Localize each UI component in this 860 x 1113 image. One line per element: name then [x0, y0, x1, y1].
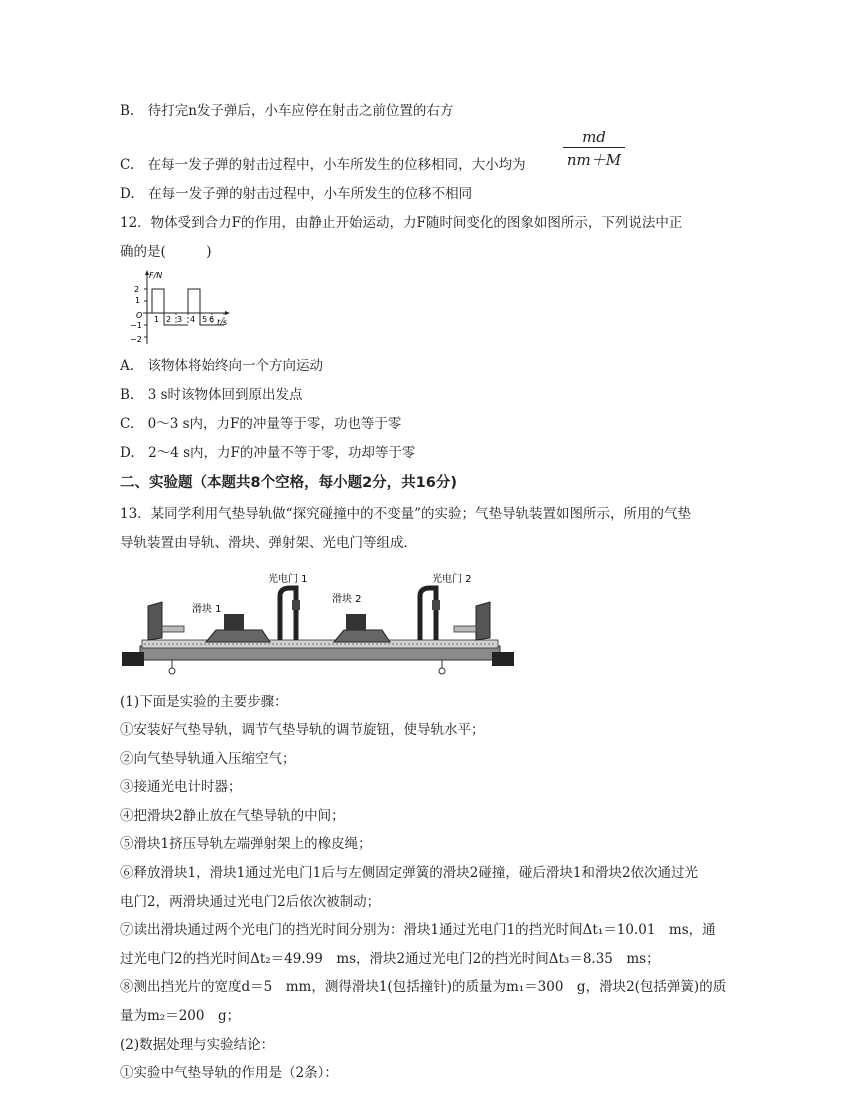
step-7a: ⑦读出滑块通过两个光电门的挡光时间分别为：滑块1通过光电门1的挡光时间Δt₁＝10.01 ms，通	[120, 922, 716, 938]
slider-1-flag	[224, 614, 244, 630]
y-axis-label: F/N	[149, 271, 163, 280]
step-4: ④把滑块2静止放在气垫导轨的中间；	[120, 808, 345, 824]
photogate-2-label: 光电门 2	[432, 574, 472, 585]
air-track-apparatus	[120, 568, 515, 680]
step-3: ③接通光电计时器；	[120, 779, 242, 795]
y-tick-1: 1	[135, 296, 141, 305]
step-8a: ⑧测出挡光片的宽度d＝5 mm，测得滑块1(包括撞针)的质量为m₁＝300 g，滑块2(包括弹簧)的质	[120, 979, 727, 995]
step-6a: ⑥释放滑块1，滑块1通过光电门1后与左侧固定弹簧的滑块2碰撞，碰后滑块1和滑块2依次通过光	[120, 865, 699, 881]
x-tick-3: 3	[177, 315, 183, 324]
force-time-graph	[130, 270, 240, 348]
data-1: ①实验中气垫导轨的作用是（2条）：	[120, 1065, 338, 1081]
x-axis-arrow	[225, 311, 230, 315]
x-tick-2: 2	[166, 315, 172, 324]
step-2: ②向气垫导轨通入压缩空气；	[120, 751, 296, 767]
left-launcher-stand	[148, 602, 162, 640]
right-adjust-knob	[439, 668, 445, 674]
option-c-12: C. 0～3 s内，力F的冲量等于零，功也等于零	[120, 416, 402, 432]
y-tick-neg1: −1	[130, 321, 142, 330]
photogate-2	[420, 588, 436, 640]
slider-2-flag	[346, 614, 366, 630]
right-launcher-spring	[454, 626, 476, 632]
photogate-2-sensor	[432, 600, 440, 610]
left-adjust-knob	[169, 668, 175, 674]
q12-line2: 确的是( )	[120, 244, 212, 260]
left-foot	[122, 652, 144, 666]
right-foot	[492, 652, 514, 666]
option-b-11: B. 待打完n发子弹后，小车应停在射击之前位置的右方	[120, 103, 454, 119]
formula-denominator: nm＋M	[566, 151, 622, 169]
option-d-12: D. 2～4 s内，力F的冲量不等于零，功却等于零	[120, 445, 416, 461]
x-tick-1: 1	[154, 315, 160, 324]
data-intro: (2)数据处理与实验结论：	[120, 1037, 275, 1053]
left-launcher-spring	[162, 626, 184, 632]
step-intro: (1)下面是实验的主要步骤：	[120, 694, 288, 710]
x-tick-6: 6	[209, 315, 215, 324]
photogate-1-sensor	[292, 600, 300, 610]
q13-line1: 13．某同学利用气垫导轨做“探究碰撞中的不变量”的实验；气垫导轨装置如图所示，所用的气垫	[120, 506, 691, 522]
photogate-1	[280, 588, 296, 640]
q13-line2: 导轨装置由导轨、滑块、弹射架、光电门等组成．	[120, 535, 417, 551]
step-8b: 量为m₂＝200 g；	[120, 1008, 241, 1024]
origin-label: O	[136, 311, 143, 320]
step-5: ⑤滑块1挤压导轨左端弹射架上的橡皮绳；	[120, 836, 372, 852]
slider-1-label: 滑块 1	[192, 604, 222, 615]
section-heading: 二、实验题（本题共8个空格，每小题2分，共16分)	[120, 475, 457, 491]
slider-2-label: 滑块 2	[332, 594, 362, 605]
step-1: ①安装好气垫导轨，调节气垫导轨的调节旋钮，使导轨水平；	[120, 722, 485, 738]
option-d-11: D. 在每一发子弹的射击过程中，小车所发生的位移不相同	[120, 186, 473, 202]
step-7b: 过光电门2的挡光时间Δt₂＝49.99 ms，滑块2通过光电门2的挡光时间Δt₃＝8.35 ms；	[120, 951, 660, 967]
x-tick-4: 4	[190, 315, 196, 324]
option-b-12: B. 3 s时该物体回到原出发点	[120, 387, 303, 403]
x-tick-5: 5	[202, 315, 208, 324]
photogate-1-label: 光电门 1	[268, 574, 308, 585]
option-a-12: A. 该物体将始终向一个方向运动	[120, 358, 324, 374]
slider-1-body	[206, 630, 270, 642]
y-tick-neg2: −2	[130, 335, 142, 344]
y-tick-2: 2	[134, 285, 140, 294]
slider-2-body	[334, 630, 390, 642]
q12-line1: 12．物体受到合力F的作用，由静止开始运动，力F随时间变化的图象如图所示，下列说法中正	[120, 215, 683, 231]
option-c-11: C. 在每一发子弹的射击过程中，小车所发生的位移相同，大小均为	[120, 157, 526, 173]
formula-numerator: md	[563, 128, 625, 148]
step-6b: 电门2，两滑块通过光电门2后依次被制动；	[120, 894, 381, 910]
right-launcher-stand	[476, 602, 490, 640]
displacement-formula	[563, 128, 625, 170]
x-axis-label: t/s	[217, 318, 227, 327]
